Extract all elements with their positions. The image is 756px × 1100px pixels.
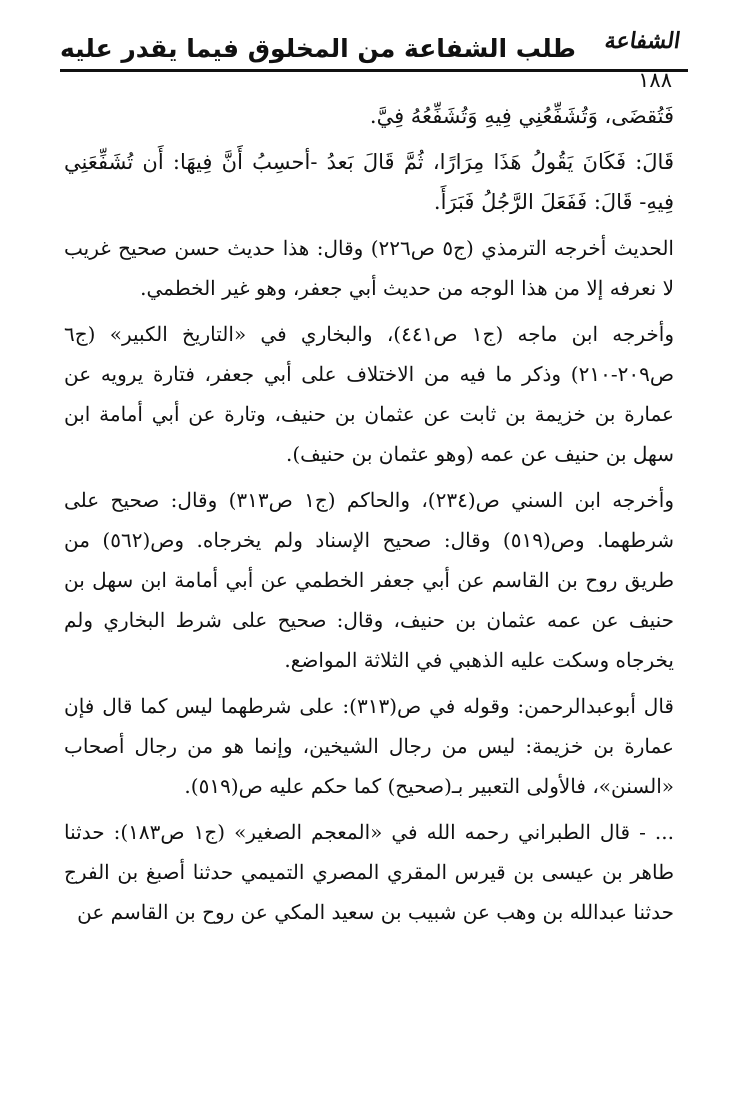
paragraph-tabarani: ... - قال الطبراني رحمه الله في «المعجم الصغير» (ج١ ص١٨٣): حدثنا طاهر بن عيسى بن قيرس المقري المصري التميمي حدثنا أصبغ بن الفرج حدثنا عبدالله بن وهب عن شبيب بن سعيد المكي عن روح بن القاسم عن xyxy=(64,820,674,924)
running-title: طلب الشفاعة من المخلوق فيما يقدر عليه xyxy=(60,34,576,63)
body-text xyxy=(64,96,674,932)
paragraph-tirmidhi: الحديث أخرجه الترمذي (ج٥ ص٢٢٦) وقال: هذا حديث حسن صحيح غريب لا نعرفه إلا من هذا الوجه من حديث أبي جعفر، وهو غير الخطمي. xyxy=(64,236,674,300)
book-name: الشفاعة xyxy=(602,28,682,54)
page-header xyxy=(60,28,696,90)
header-rule xyxy=(60,69,688,72)
paragraph-hadith-end: فَتُقضَى، وَتُشَفِّعُنِي فِيهِ وَتُشَفِّعُهُ فِيَّ. xyxy=(369,104,674,128)
paragraph-ibn-sunni: وأخرجه ابن السني ص(٢٣٤)، والحاكم (ج١ ص٣١٣) وقال: صحيح على شرطهما. وص(٥١٩) وقال: صحيح الإسناد ولم يخرجاه. وص(٥٦٢) من طريق روح بن القاسم عن أبي جعفر الخطمي عن أبي أمامة ابن سهل بن حنيف عن عمه عثمان بن حنيف، وقال: صحيح على شرط البخاري ولم يخرجاه وسكت عليه الذهبي في الثلاثة المواضع. xyxy=(64,488,674,672)
page-number: ١٨٨ xyxy=(638,68,672,92)
paragraph-ibn-majah: وأخرجه ابن ماجه (ج١ ص٤٤١)، والبخاري في «التاريخ الكبير» (ج٦ ص٢٠٩-٢١٠) وذكر ما فيه من الاختلاف على أبي جعفر، فتارة يرويه عن عمارة بن خزيمة بن ثابت عن عثمان بن حنيف، وتارة عن أبي أمامة ابن سهل بن حنيف عن عمه (وهو عثمان بن حنيف). xyxy=(64,322,674,466)
paragraph-abu-abdurrahman: قال أبوعبدالرحمن: وقوله في ص(٣١٣): على شرطهما ليس كما قال فإن عمارة بن خزيمة: ليس من رجال الشيخين، وإنما هو من رجال أصحاب «السنن»، فالأولى التعبير بـ(صحيح) كما حكم عليه ص(٥١٩). xyxy=(64,694,674,798)
paragraph-narration: قَالَ: فَكَانَ يَقُولُ هَذَا مِرَارًا، ثُمَّ قَالَ بَعدُ -أحسِبُ أَنَّ فِيهَا: أَن تُشَفِّعَنِي فِيهِ- قَالَ: فَفَعَلَ الرَّجُلُ فَبَرَأَ. xyxy=(64,150,674,214)
